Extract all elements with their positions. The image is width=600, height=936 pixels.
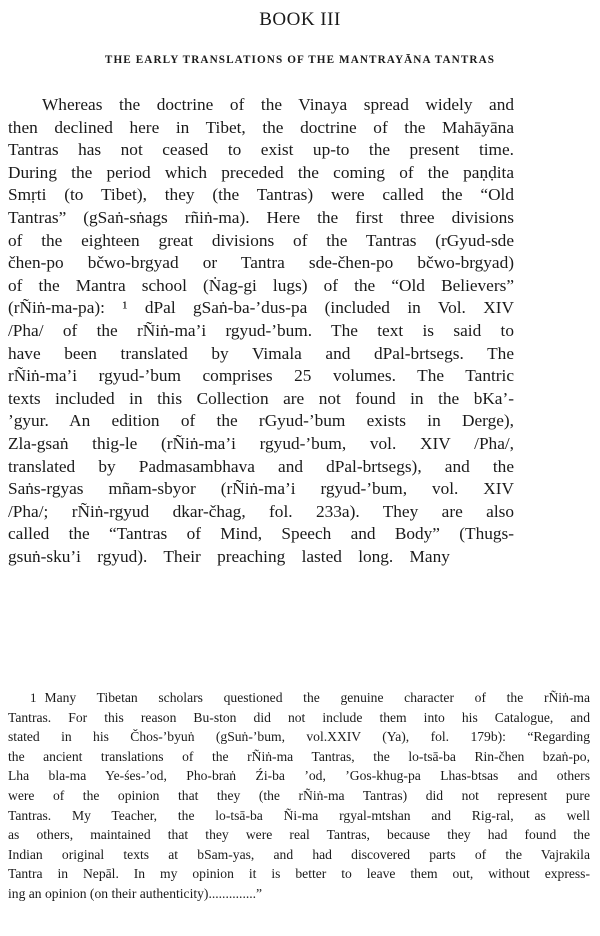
body-line: (rÑiṅ-ma-pa): ¹ dPal gSaṅ-ba-’dus-pa (included in Vol. XIV: [8, 298, 514, 318]
body-line: čhen-po bčwo-brgyad or Tantra sde-čhen-po bčwo-brgyad): [8, 253, 514, 273]
body-line: During the period which preceded the coming of the paṇḍita: [8, 162, 514, 182]
body-line: rÑiṅ-ma’i rgyud-’bum comprises 25 volumes. The Tantric: [8, 366, 514, 386]
body-line: /Pha/ of the rÑiṅ-ma’i rgyud-’bum. The text is said to: [8, 320, 514, 340]
body-line: translated by Padmasambhava and dPal-brtsegs), and the: [8, 456, 514, 476]
chapter-title: THE EARLY TRANSLATIONS OF THE MANTRAYĀNA TANTRAS: [104, 54, 496, 66]
body-line: Zla-gsaṅ thig-le (rÑiṅ-ma’i rgyud-’bum, vol. XIV /Pha/,: [8, 433, 514, 453]
footnote-line: Indian original texts at bSam-yas, and had discovered parts of the Vajrakila: [8, 846, 590, 862]
book-title: BOOK III: [259, 9, 341, 30]
body-line: then declined here in Tibet, the doctrine of the Mahāyāna: [8, 117, 514, 137]
body-line: Smṛti (to Tibet), they (the Tantras) were called the “Old: [8, 185, 514, 205]
body-line: Tantras” (gSaṅ-sṅags rñiṅ-ma). Here the first three divisions: [8, 207, 514, 227]
footnote-line: Tantras. For this reason Bu-ston did not include them into his Catalogue, and: [8, 709, 590, 725]
footnote: [8, 688, 590, 904]
body-line: of the Mantra school (Ṅag-gi lugs) of the “Old Believers”: [8, 275, 514, 295]
body-line: gsuṅ-sku’i rgyud). Their preaching lasted long. Many: [8, 546, 450, 566]
footnote-line: stated in his Čhos-’byuṅ (gSuṅ-’bum, vol.XXIV (Ya), fol. 179b): “Regarding: [8, 729, 590, 745]
footnote-marker: 1: [30, 690, 37, 705]
body-paragraph: [8, 94, 514, 568]
footnote-line: Lha bla-ma Ye-śes-’od, Pho-braṅ Źi-ba ’od, ’Gos-khug-pa Lhas-btsas and others: [8, 768, 590, 784]
footnote-line: the ancient translations of the rÑiṅ-ma Tantras, the lo-tsā-ba Rin-čhen bzaṅ-po,: [8, 748, 590, 764]
footnote-line: were of the opinion that they (the rÑiṅ-ma Tantras) did not represent pure: [8, 787, 590, 803]
body-line: have been translated by Vimala and dPal-brtsegs. The: [8, 343, 514, 363]
body-line: of the eighteen great divisions of the Tantras (rGyud-sde: [8, 230, 514, 250]
footnote-line: as others, maintained that they were real Tantras, because they had found the: [8, 827, 590, 843]
body-line: Saṅs-rgyas mñam-sbyor (rÑiṅ-ma’i rgyud-’bum, vol. XIV: [8, 479, 514, 499]
body-line: called the “Tantras of Mind, Speech and Body” (Thugs-: [8, 524, 514, 544]
footnote-line: [8, 688, 590, 708]
footnote-line: Tantras. My Teacher, the lo-tsā-ba Ñi-ma rgyal-mtshan and Rig-ral, as well: [8, 807, 590, 823]
body-line: texts included in this Collection are not found in the bKa’-: [8, 388, 514, 408]
body-line: Tantras has not ceased to exist up-to the present time.: [8, 140, 514, 160]
body-line: ’gyur. An edition of the rGyud-’bum exists in Derge),: [8, 411, 514, 431]
body-line: /Pha/; rÑiṅ-rgyud dkar-čhag, fol. 233a). They are also: [8, 501, 514, 521]
body-line: Whereas the doctrine of the Vinaya spread widely and: [42, 95, 514, 114]
footnote-line: ing an opinion (on their authenticity)..............”: [8, 885, 263, 901]
footnote-text: Many Tibetan scholars questioned the genuine character of the rÑiṅ-ma: [44, 690, 590, 705]
footnote-line: Tantra in Nepāl. In my opinion it is better to leave them out, without express-: [8, 866, 590, 882]
